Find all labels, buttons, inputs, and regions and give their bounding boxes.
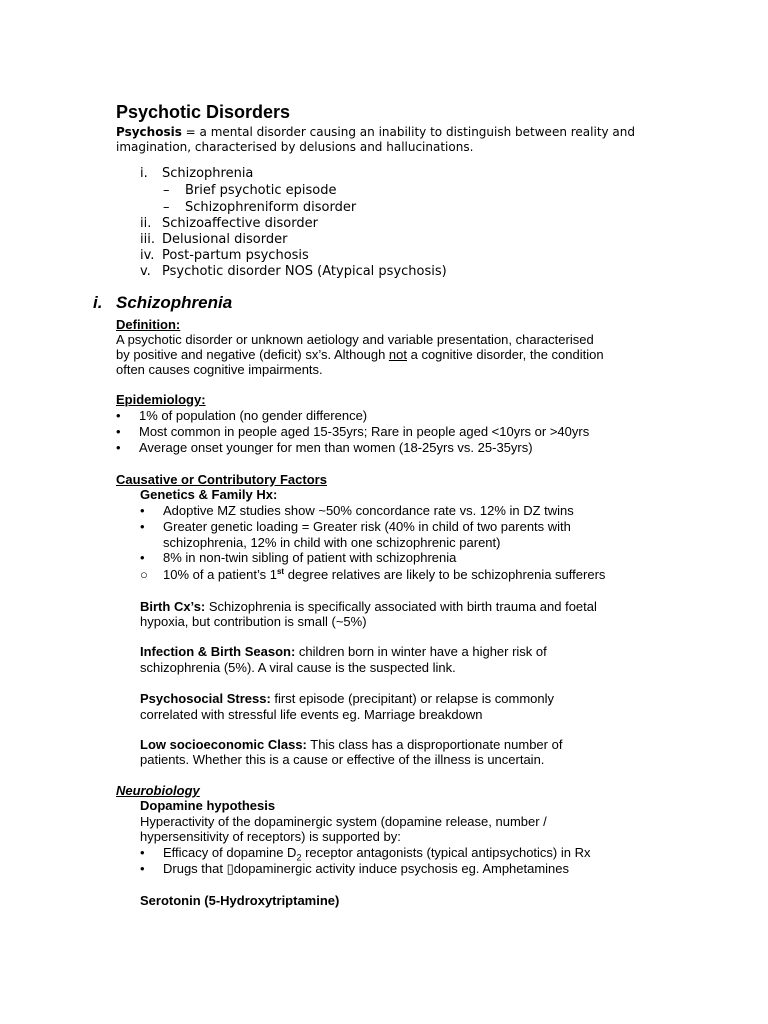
toc-num: iv.	[140, 248, 155, 263]
ses-label: Low socioeconomic Class:	[140, 737, 307, 752]
ses-paragraph-line-2: patients. Whether this is a cause or effective of the illness is uncertain.	[140, 752, 545, 767]
dopamine-text-part: Efficacy of dopamine D	[163, 845, 297, 860]
toc-item-delusional	[140, 232, 287, 247]
dopamine-text-part: receptor antagonists (typical antipsychotics) in Rx	[301, 845, 591, 860]
toc-text: Schizoaffective disorder	[162, 216, 318, 231]
section-title: Schizophrenia	[116, 293, 233, 312]
genetics-text: 8% in non-twin sibling of patient with schizophrenia	[163, 550, 457, 565]
toc-num: ii.	[140, 216, 152, 231]
epidemiology-heading: Epidemiology:	[116, 392, 206, 407]
toc-item-schizoaffective	[140, 216, 318, 231]
section-number: i.	[93, 293, 103, 312]
dopamine-item	[140, 845, 591, 863]
dopamine-heading: Dopamine hypothesis	[140, 798, 276, 813]
bullet-icon: •	[140, 861, 145, 876]
stress-paragraph-line-2: correlated with stressful life events eg. Marriage breakdown	[140, 707, 483, 722]
epidemiology-text: Average onset younger for men than women (18-25yrs vs. 25-35yrs)	[139, 440, 533, 455]
stress-paragraph-line-1	[140, 691, 554, 706]
bullet-icon: •	[116, 424, 121, 439]
factors-heading: Causative or Contributory Factors	[116, 472, 327, 487]
toc-dash: –	[163, 200, 170, 215]
birth-paragraph-line-1	[140, 599, 597, 614]
genetics-item	[140, 567, 605, 582]
genetics-text-part: 10% of a patient’s 1	[163, 567, 277, 582]
epidemiology-text: Most common in people aged 15-35yrs; Rare in people aged <10yrs or >40yrs	[139, 424, 590, 439]
epidemiology-item	[116, 408, 367, 423]
toc-item-postpartum	[140, 248, 309, 263]
dopamine-text	[163, 845, 591, 863]
infection-paragraph-line-2: schizophrenia (5%). A viral cause is the suspected link.	[140, 660, 456, 675]
birth-paragraph-line-2: hypoxia, but contribution is small (~5%)	[140, 614, 367, 629]
intro-text-1: = a mental disorder causing an inability to distinguish between reality and	[181, 125, 636, 139]
genetics-item	[140, 519, 571, 534]
hollow-bullet-icon: ○	[140, 567, 148, 582]
definition-heading: Definition:	[116, 317, 181, 332]
toc-dash: –	[163, 183, 170, 198]
infection-paragraph-line-1	[140, 644, 547, 659]
genetics-heading: Genetics & Family Hx:	[140, 487, 278, 502]
genetics-item-continued: schizophrenia, 12% in child with one schizophrenic parent)	[163, 535, 501, 550]
birth-label: Birth Cx’s:	[140, 599, 206, 614]
toc-text: Brief psychotic episode	[185, 183, 337, 198]
superscript: st	[276, 567, 285, 576]
intro-line-2: imagination, characterised by delusions and hallucinations.	[116, 140, 474, 154]
stress-text: first episode (precipitant) or relapse is commonly	[270, 691, 555, 706]
toc-text: Post-partum psychosis	[162, 248, 309, 263]
dopamine-text: Drugs that ▯dopaminergic activity induce psychosis eg. Amphetamines	[163, 861, 570, 876]
psychosis-term: Psychosis	[116, 125, 182, 139]
bullet-icon: •	[140, 550, 145, 565]
genetics-text	[163, 567, 605, 582]
infection-label: Infection & Birth Season:	[140, 644, 296, 659]
bullet-icon: •	[116, 440, 121, 455]
toc-item-schizophreniform	[163, 200, 356, 215]
toc-item-brief-psychotic	[163, 183, 336, 198]
genetics-text: Adoptive MZ studies show ~50% concordance rate vs. 12% in DZ twins	[163, 503, 574, 518]
toc-item-schizophrenia	[140, 166, 253, 181]
serotonin-heading: Serotonin (5-Hydroxytriptamine)	[140, 893, 340, 908]
bullet-icon: •	[116, 408, 121, 423]
toc-text: Schizophreniform disorder	[185, 200, 357, 215]
toc-num: v.	[140, 264, 151, 279]
definition-line-1: A psychotic disorder or unknown aetiology and variable presentation, characterised	[116, 332, 594, 347]
bullet-icon: •	[140, 519, 145, 534]
neurobiology-heading: Neurobiology	[116, 783, 200, 798]
stress-label: Psychosocial Stress:	[140, 691, 271, 706]
dopamine-line-1: Hyperactivity of the dopaminergic system (dopamine release, number /	[140, 814, 547, 829]
definition-line-3: often causes cognitive impairments.	[116, 362, 323, 377]
subscript: 2	[296, 852, 302, 863]
epidemiology-item	[116, 424, 589, 439]
toc-num: i.	[140, 166, 148, 181]
dopamine-line-2: hypersensitivity of receptors) is supported by:	[140, 829, 401, 844]
ses-paragraph-line-1	[140, 737, 562, 752]
definition-text: a cognitive disorder, the condition	[407, 347, 604, 362]
definition-emphasis: not	[388, 347, 407, 362]
section-heading	[93, 293, 232, 313]
toc-item-nos	[140, 264, 447, 279]
toc-num: iii.	[140, 232, 155, 247]
infection-text: children born in winter have a higher risk of	[295, 644, 547, 659]
definition-text: by positive and negative (deficit) sx’s. Although	[116, 347, 389, 362]
epidemiology-text: 1% of population (no gender difference)	[139, 408, 368, 423]
ses-text: This class has a disproportionate number of	[306, 737, 563, 752]
genetics-item	[140, 503, 574, 518]
toc-text: Psychotic disorder NOS (Atypical psychosis)	[162, 264, 447, 279]
genetics-text-part: degree relatives are likely to be schizophrenia sufferers	[284, 567, 606, 582]
birth-text: Schizophrenia is specifically associated with birth trauma and foetal	[205, 599, 597, 614]
toc-text: Delusional disorder	[162, 232, 288, 247]
page-title: Psychotic Disorders	[116, 102, 291, 122]
definition-line-2	[116, 347, 604, 362]
dopamine-item	[140, 861, 569, 876]
genetics-item	[140, 550, 456, 565]
bullet-icon: •	[140, 503, 145, 518]
toc-text: Schizophrenia	[162, 166, 254, 181]
bullet-icon: •	[140, 845, 145, 860]
epidemiology-item	[116, 440, 533, 455]
intro-line-1	[116, 125, 635, 139]
genetics-text: Greater genetic loading = Greater risk (40% in child of two parents with	[163, 519, 571, 534]
